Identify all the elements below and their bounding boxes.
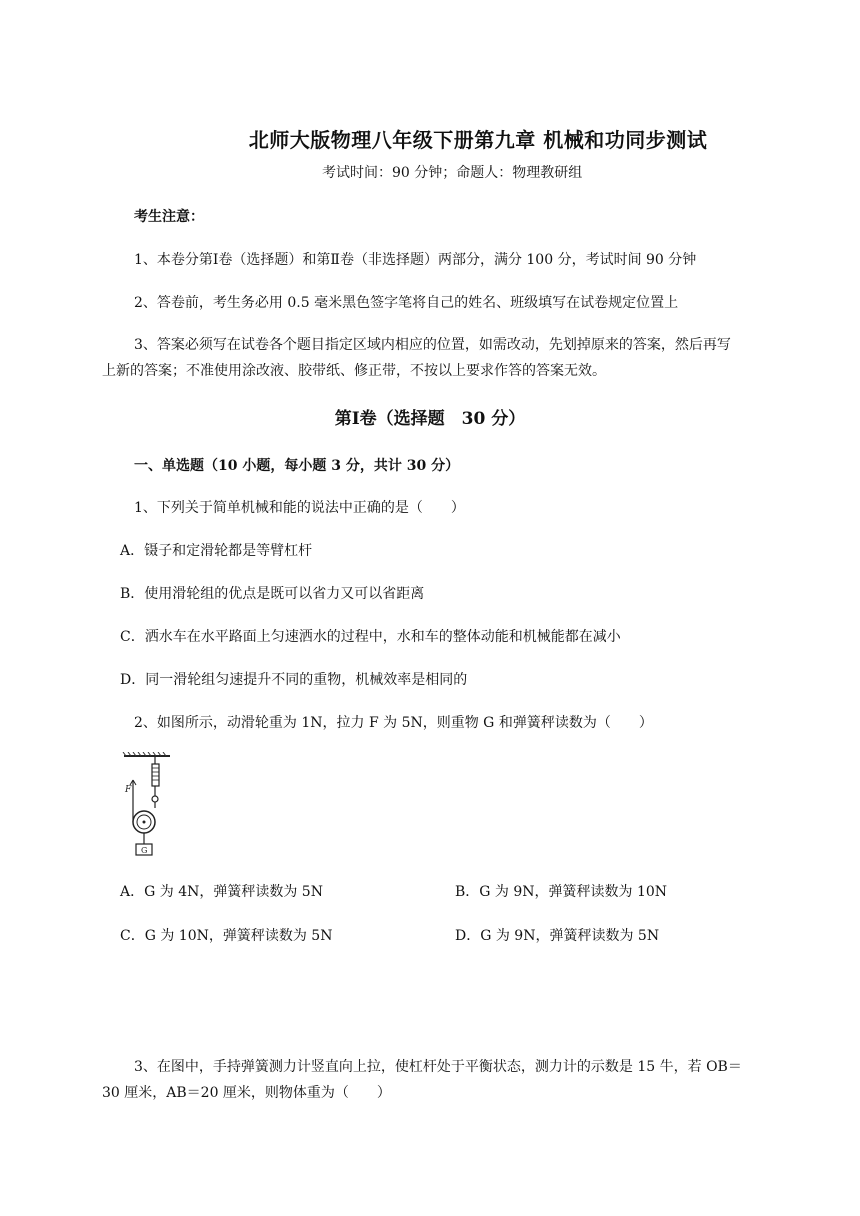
question-3-stem-continued: 30 厘米，AB＝20 厘米，则物体重为（ ） (102, 1085, 391, 1101)
notice-item-2: 2、答卷前，考生务必用 0.5 毫米黑色签字笔将自己的姓名、班级填写在试卷规定位置上 (134, 295, 679, 311)
question-2-option-d: D．G 为 9N，弹簧秤读数为 5N (455, 928, 660, 944)
question-1-option-a: A．镊子和定滑轮都是等臂杠杆 (120, 543, 313, 559)
part-heading: 一、单选题（10 小题，每小题 3 分，共计 30 分） (134, 458, 460, 474)
notice-item-1: 1、本卷分第Ⅰ卷（选择题）和第Ⅱ卷（非选择题）两部分，满分 100 分，考试时间 90 分钟 (134, 252, 697, 268)
notice-heading: 考生注意： (134, 209, 204, 225)
question-2-option-c: C．G 为 10N，弹簧秤读数为 5N (120, 928, 333, 944)
question-1-option-d: D．同一滑轮组匀速提升不同的重物，机械效率是相同的 (120, 672, 468, 688)
notice-item-3-continued: 上新的答案；不准使用涂改液、胶带纸、修正带，不按以上要求作答的答案无效。 (102, 363, 606, 379)
pulley-figure (122, 752, 172, 856)
question-1-stem: 1、下列关于简单机械和能的说法中正确的是（ ） (134, 500, 465, 516)
weight-label: G (141, 846, 148, 855)
question-3-stem: 3、在图中，手持弹簧测力计竖直向上拉，使杠杆处于平衡状态，测力计的示数是 15 牛，若 OB＝ (134, 1059, 742, 1075)
question-2-stem: 2、如图所示，动滑轮重为 1N，拉力 F 为 5N，则重物 G 和弹簧秤读数为（ ） (134, 715, 653, 731)
question-2-option-a: A．G 为 4N，弹簧秤读数为 5N (120, 884, 323, 900)
notice-item-3: 3、答案必须写在试卷各个题目指定区域内相应的位置，如需改动，先划掉原来的答案，然后再写 (134, 337, 731, 353)
exam-info: 考试时间：90 分钟；命题人：物理教研组 (322, 165, 583, 181)
page-title: 北师大版物理八年级下册第九章 机械和功同步测试 (248, 128, 708, 152)
question-1-option-c: C．洒水车在水平路面上匀速洒水的过程中，水和车的整体动能和机械能都在减小 (120, 629, 621, 645)
force-label: F (125, 785, 132, 795)
question-2-option-b: B．G 为 9N，弹簧秤读数为 10N (455, 884, 668, 900)
question-1-option-b: B．使用滑轮组的优点是既可以省力又可以省距离 (120, 586, 425, 602)
section-title: 第Ⅰ卷（选择题 30 分） (334, 409, 526, 429)
